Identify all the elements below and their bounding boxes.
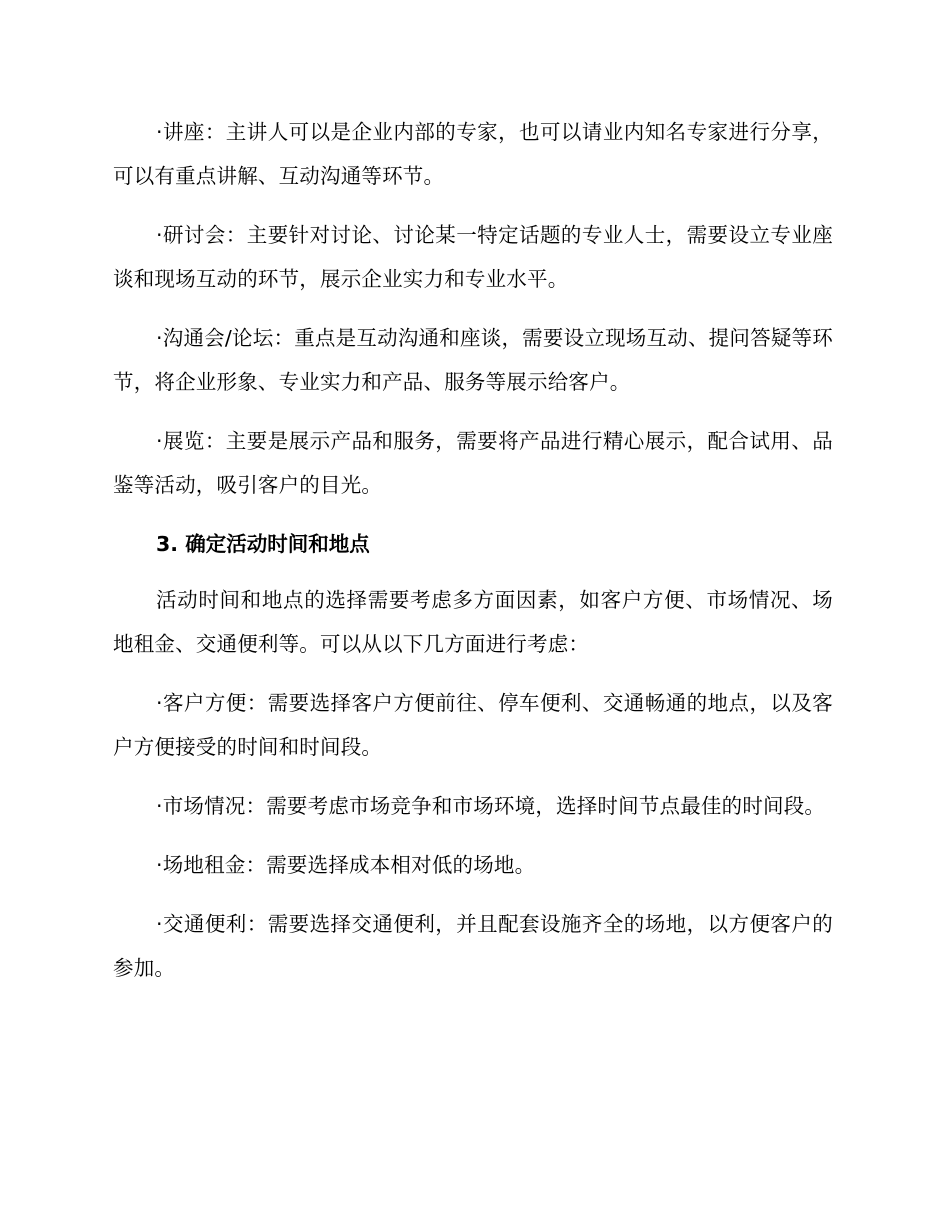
section-heading: 3. 确定活动时间和地点: [156, 532, 370, 556]
paragraph-venue-rent: ·场地租金：需要选择成本相对低的场地。: [156, 853, 536, 877]
paragraph-transport-convenience: ·交通便利：需要选择交通便利，并且配套设施齐全的场地，以方便客户的参加。: [113, 912, 833, 980]
paragraph-forum: ·沟通会/论坛：重点是互动沟通和座谈，需要设立现场互动、提问答疑等环节，将企业形象、专业实力和产品、服务等展示给客户。: [113, 326, 833, 394]
paragraph-lecture: ·讲座：主讲人可以是企业内部的专家，也可以请业内知名专家进行分享，可以有重点讲解、互动沟通等环节。: [113, 120, 833, 188]
paragraph-exhibition: ·展览：主要是展示产品和服务，需要将产品进行精心展示，配合试用、品鉴等活动，吸引客户的目光。: [113, 429, 833, 497]
paragraph-seminar: ·研讨会：主要针对讨论、讨论某一特定话题的专业人士，需要设立专业座谈和现场互动的环节，展示企业实力和专业水平。: [113, 223, 833, 291]
paragraph-customer-convenience: ·客户方便：需要选择客户方便前往、停车便利、交通畅通的地点，以及客户方便接受的时间和时间段。: [113, 691, 833, 759]
paragraph-market-situation: ·市场情况：需要考虑市场竞争和市场环境，选择时间节点最佳的时间段。: [156, 794, 826, 818]
document-body: [113, 110, 833, 1005]
paragraph-time-location-intro: 活动时间和地点的选择需要考虑多方面因素，如客户方便、市场情况、场地租金、交通便利等。可以从以下几方面进行考虑：: [113, 588, 833, 656]
